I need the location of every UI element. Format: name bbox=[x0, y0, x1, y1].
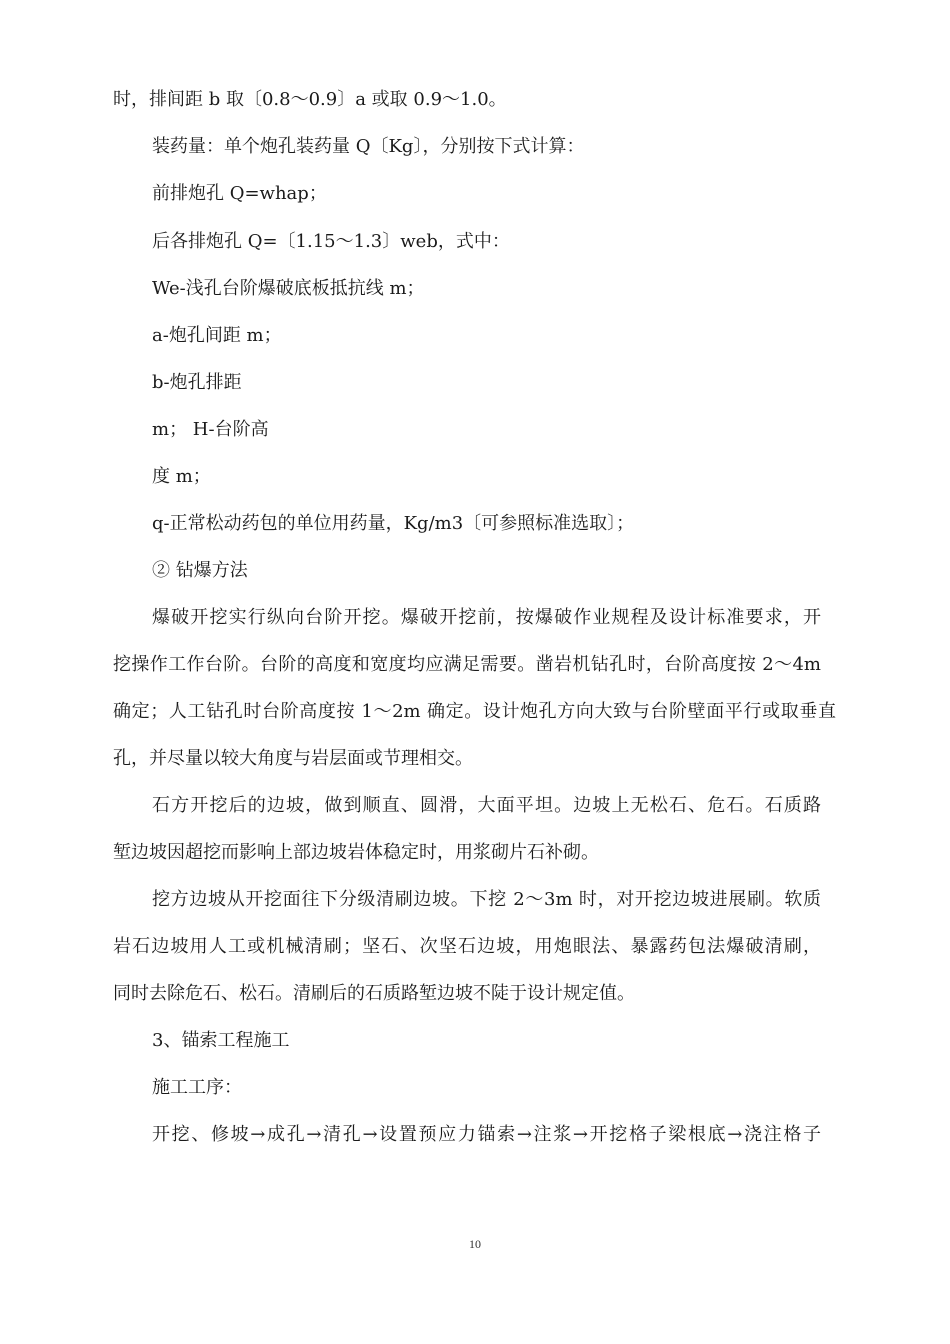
text-line-4: 后各排炮孔 Q=〔1.15～1.3〕web，式中： bbox=[152, 231, 510, 252]
section-heading-drilling-blasting: ② 钻爆方法 bbox=[152, 560, 248, 581]
text-line-13: 挖操作工作台阶。台阶的高度和宽度均应满足需要。凿岩机钻孔时，台阶高度按 2～4m bbox=[113, 654, 821, 675]
text-line-5: We-浅孔台阶爆破底板抵抗线 m； bbox=[152, 278, 425, 299]
text-line-2: 装药量：单个炮孔装药量 Q〔Kg〕，分别按下式计算： bbox=[152, 136, 585, 157]
text-line-6: a-炮孔间距 m； bbox=[152, 325, 282, 346]
text-line-12: 爆破开挖实行纵向台阶开挖。爆破开挖前，按爆破作业规程及设计标准要求，开 bbox=[152, 607, 821, 628]
page-number: 10 bbox=[469, 1237, 481, 1251]
text-line-19: 岩石边坡用人工或机械清刷；坚石、次坚石边坡，用炮眼法、暴露药包法爆破清刷， bbox=[113, 936, 821, 957]
text-line-10: q-正常松动药包的单位用药量，Kg/m3〔可参照标准选取〕； bbox=[152, 513, 635, 534]
text-line-9: 度 m； bbox=[152, 466, 211, 487]
text-line-16: 石方开挖后的边坡，做到顺直、圆滑，大面平坦。边坡上无松石、危石。石质路 bbox=[152, 795, 821, 816]
text-line-3: 前排炮孔 Q=whap； bbox=[152, 183, 327, 204]
text-line-17: 堑边坡因超挖而影响上部边坡岩体稳定时，用浆砌片石补砌。 bbox=[113, 842, 599, 863]
text-line-18: 挖方边坡从开挖面往下分级清刷边坡。下挖 2～3m 时，对开挖边坡进展刷。软质 bbox=[152, 889, 821, 910]
section-heading-anchor-cable: 3、锚索工程施工 bbox=[152, 1030, 290, 1051]
text-line-14: 确定；人工钻孔时台阶高度按 1～2m 确定。设计炮孔方向大致与台阶壁面平行或取垂直 bbox=[113, 701, 836, 722]
text-line-23: 开挖、修坡→成孔→清孔→设置预应力锚索→注浆→开挖格子梁根底→浇注格子 bbox=[152, 1124, 821, 1145]
text-line-7: b-炮孔排距 bbox=[152, 372, 242, 393]
text-line-20: 同时去除危石、松石。清刷后的石质路堑边坡不陡于设计规定值。 bbox=[113, 983, 635, 1004]
text-line-8: m； H-台阶高 bbox=[152, 419, 269, 440]
text-line-1: 时，排间距 b 取〔0.8～0.9〕a 或取 0.9～1.0。 bbox=[113, 89, 507, 110]
text-line-15: 孔，并尽量以较大角度与岩层面或节理相交。 bbox=[113, 748, 473, 769]
text-line-22: 施工工序： bbox=[152, 1077, 242, 1098]
